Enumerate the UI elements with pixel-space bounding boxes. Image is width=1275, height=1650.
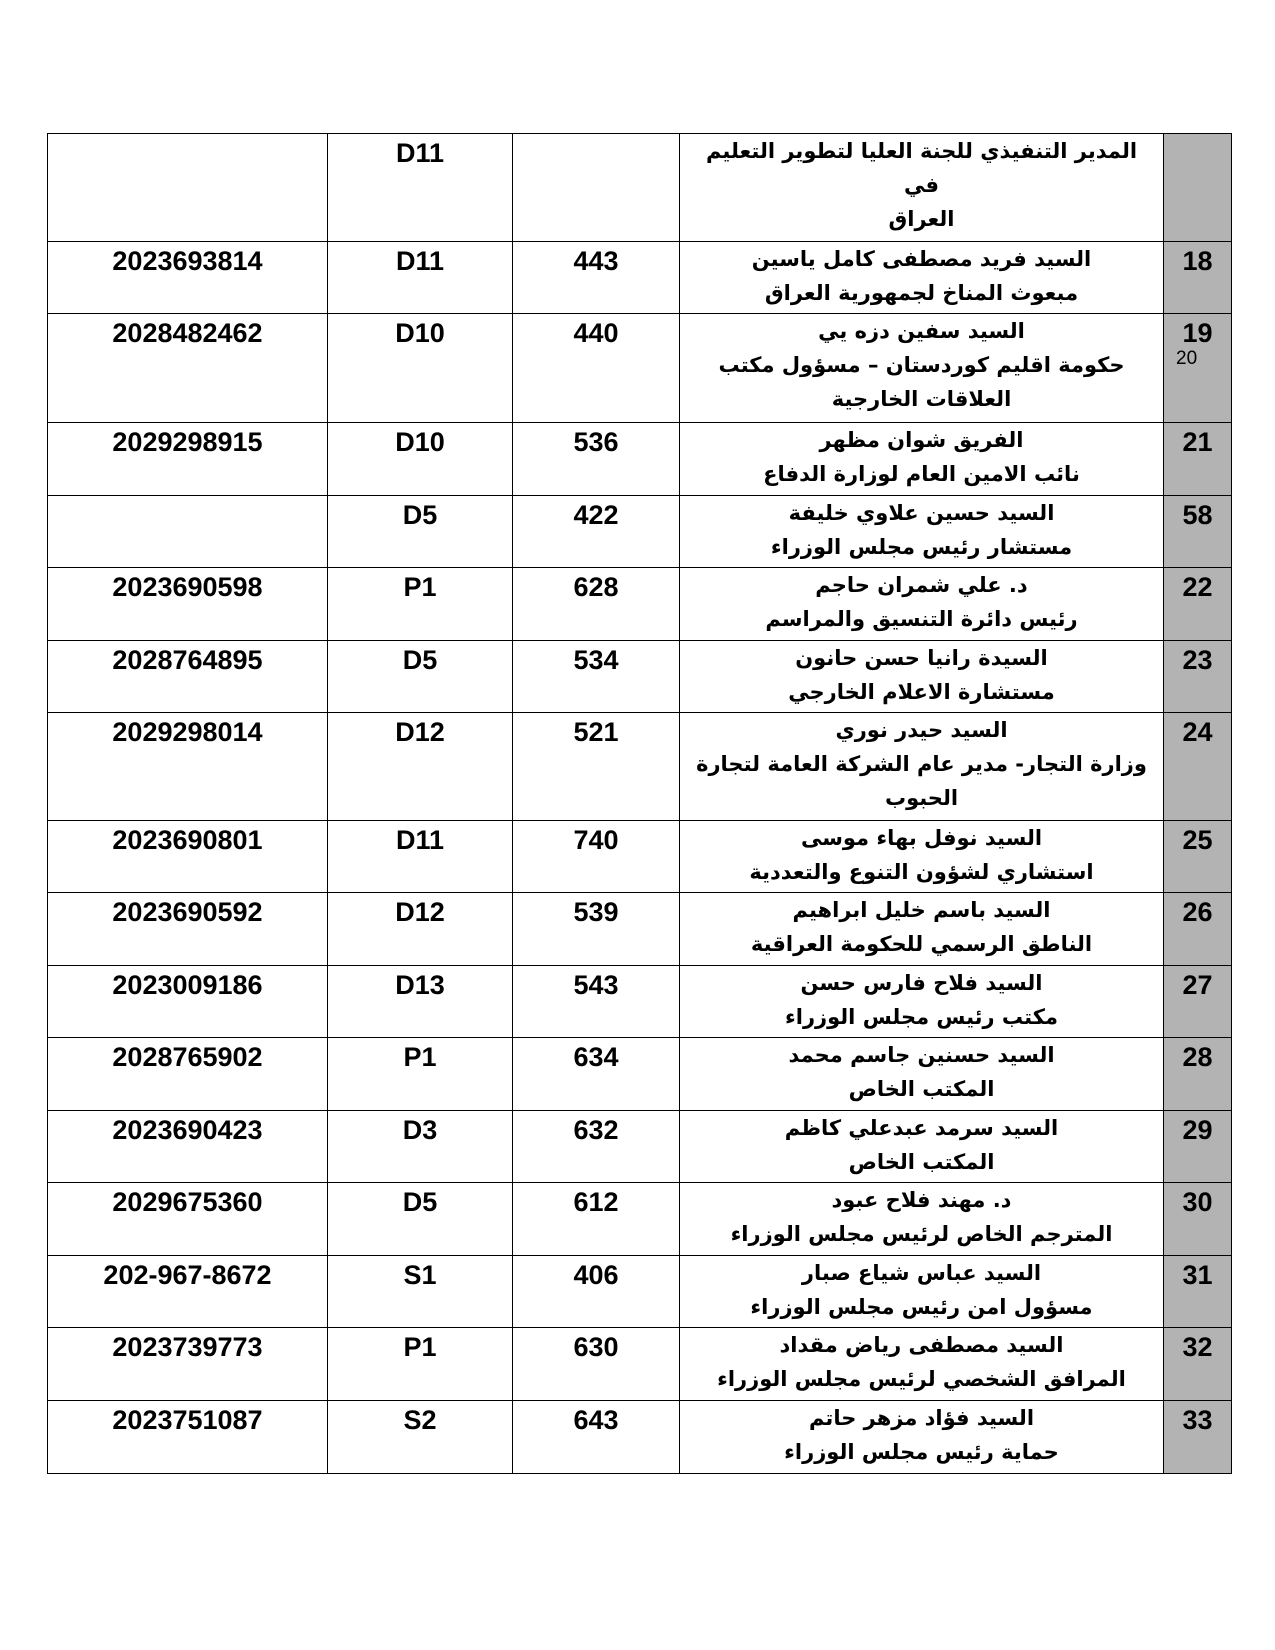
row-index: 18 xyxy=(1182,246,1213,276)
name-title-cell xyxy=(680,821,1164,893)
room-code: D11 xyxy=(395,138,445,168)
name-title-line: الحبوب xyxy=(884,786,959,810)
name-title-line: العلاقات الخارجية xyxy=(831,387,1012,411)
name-title-line: السيد فؤاد مزهر حاتم xyxy=(808,1406,1035,1430)
table-row xyxy=(48,134,1232,242)
phone-cell xyxy=(48,713,328,821)
number-cell xyxy=(513,641,680,713)
name-title-line: السيد سرمد عبدعلي كاظم xyxy=(784,1116,1059,1140)
extension-number: 740 xyxy=(573,825,619,855)
name-title-line: حماية رئيس مجلس الوزراء xyxy=(784,1440,1059,1464)
table-row xyxy=(48,821,1232,893)
extension-number: 630 xyxy=(573,1332,619,1362)
name-title-line: المترجم الخاص لرئيس مجلس الوزراء xyxy=(730,1222,1113,1246)
extension-number: 422 xyxy=(573,500,619,530)
number-cell xyxy=(513,1401,680,1474)
index-cell xyxy=(1164,423,1232,496)
room-cell xyxy=(328,423,513,496)
phone-number: 2023739773 xyxy=(112,1332,263,1362)
row-index: 58 xyxy=(1182,500,1213,530)
number-cell xyxy=(513,1111,680,1183)
phone-cell xyxy=(48,242,328,314)
name-title-cell xyxy=(680,423,1164,496)
extension-number: 440 xyxy=(573,318,619,348)
table-row xyxy=(48,1256,1232,1328)
index-cell xyxy=(1164,496,1232,568)
table-row xyxy=(48,1401,1232,1474)
name-title-cell xyxy=(680,641,1164,713)
number-cell xyxy=(513,893,680,966)
phone-cell xyxy=(48,496,328,568)
room-code: D13 xyxy=(395,970,445,1000)
index-cell xyxy=(1164,242,1232,314)
phone-number: 2023690592 xyxy=(112,897,263,927)
number-cell xyxy=(513,1038,680,1111)
table-row xyxy=(48,314,1232,423)
phone-number: 2023690598 xyxy=(112,572,263,602)
row-index: 19 xyxy=(1182,318,1213,348)
row-index: 21 xyxy=(1182,427,1213,457)
room-code: P1 xyxy=(403,1042,437,1072)
room-cell xyxy=(328,1401,513,1474)
index-cell xyxy=(1164,713,1232,821)
index-cell xyxy=(1164,134,1232,242)
table-row xyxy=(48,1183,1232,1256)
number-cell xyxy=(513,423,680,496)
index-cell xyxy=(1164,568,1232,641)
index-cell xyxy=(1164,1183,1232,1256)
extension-number: 634 xyxy=(573,1042,619,1072)
room-code: D10 xyxy=(395,427,445,457)
row-index: 25 xyxy=(1182,825,1213,855)
name-title-line: د. علي شمران حاجم xyxy=(815,573,1028,597)
room-code: D5 xyxy=(402,645,438,675)
extension-number: 406 xyxy=(573,1260,619,1290)
room-cell xyxy=(328,134,513,242)
phone-cell xyxy=(48,134,328,242)
name-title-line: السيد فريد مصطفى كامل ياسين xyxy=(751,247,1092,271)
room-cell xyxy=(328,713,513,821)
phone-cell xyxy=(48,314,328,423)
table-row xyxy=(48,893,1232,966)
number-cell xyxy=(513,496,680,568)
row-index: 31 xyxy=(1182,1260,1213,1290)
phone-cell xyxy=(48,1111,328,1183)
name-title-line: المكتب الخاص xyxy=(848,1077,995,1101)
extension-number: 539 xyxy=(573,897,619,927)
index-cell xyxy=(1164,966,1232,1038)
index-cell xyxy=(1164,641,1232,713)
table-row xyxy=(48,966,1232,1038)
phone-cell xyxy=(48,893,328,966)
number-cell xyxy=(513,242,680,314)
extension-number: 628 xyxy=(573,572,619,602)
name-title-line: مبعوث المناخ لجمهورية العراق xyxy=(764,281,1079,305)
name-title-cell xyxy=(680,1401,1164,1474)
name-title-cell xyxy=(680,1328,1164,1401)
name-title-line: حكومة اقليم كوردستان – مسؤول مكتب xyxy=(718,353,1125,377)
index-cell xyxy=(1164,1328,1232,1401)
phone-cell xyxy=(48,1401,328,1474)
name-title-line: السيد مصطفى رياض مقداد xyxy=(779,1333,1064,1357)
name-title-cell xyxy=(680,496,1164,568)
name-title-line: السيد نوفل بهاء موسى xyxy=(800,826,1043,850)
room-cell xyxy=(328,893,513,966)
room-code: D10 xyxy=(395,318,445,348)
row-index-sub: 20 xyxy=(1176,348,1198,369)
row-index: 27 xyxy=(1182,970,1213,1000)
room-code: D11 xyxy=(395,246,445,276)
room-code: D11 xyxy=(395,825,445,855)
name-title-line: مستشار رئيس مجلس الوزراء xyxy=(770,535,1073,559)
phone-number: 2023690801 xyxy=(112,825,263,855)
phone-number: 2023751087 xyxy=(112,1405,263,1435)
row-index: 24 xyxy=(1182,717,1213,747)
phone-number: 2023009186 xyxy=(112,970,263,1000)
extension-number: 543 xyxy=(573,970,619,1000)
phone-number: 2028764895 xyxy=(112,645,263,675)
index-cell xyxy=(1164,1038,1232,1111)
number-cell xyxy=(513,966,680,1038)
index-cell xyxy=(1164,314,1232,423)
roster-body xyxy=(48,134,1232,1474)
name-title-line: رئيس دائرة التنسيق والمراسم xyxy=(765,607,1078,631)
table-row xyxy=(48,1328,1232,1401)
name-title-cell xyxy=(680,242,1164,314)
table-row xyxy=(48,713,1232,821)
room-cell xyxy=(328,496,513,568)
room-cell xyxy=(328,1038,513,1111)
room-cell xyxy=(328,1183,513,1256)
row-index: 22 xyxy=(1182,572,1213,602)
phone-number: 2023693814 xyxy=(112,246,263,276)
number-cell xyxy=(513,134,680,242)
extension-number: 632 xyxy=(573,1115,619,1145)
name-title-cell xyxy=(680,134,1164,242)
roster-table xyxy=(47,133,1232,1474)
phone-number: 2028765902 xyxy=(112,1042,263,1072)
number-cell xyxy=(513,314,680,423)
row-index: 29 xyxy=(1182,1115,1213,1145)
phone-number: 2023690423 xyxy=(112,1115,263,1145)
name-title-line: المدير التنفيذي للجنة العليا لتطوير التعليم في xyxy=(705,139,1138,197)
phone-number: 2029298915 xyxy=(112,427,263,457)
name-title-line: العراق xyxy=(888,207,955,231)
name-title-line: نائب الامين العام لوزارة الدفاع xyxy=(763,462,1080,486)
name-title-line: مستشارة الاعلام الخارجي xyxy=(788,680,1055,704)
room-code: D12 xyxy=(395,717,445,747)
name-title-cell xyxy=(680,1183,1164,1256)
number-cell xyxy=(513,568,680,641)
extension-number: 612 xyxy=(573,1187,619,1217)
room-code: D5 xyxy=(402,500,438,530)
name-title-line: السيد حيدر نوري xyxy=(835,718,1008,742)
row-index: 33 xyxy=(1182,1405,1213,1435)
name-title-line: المرافق الشخصي لرئيس مجلس الوزراء xyxy=(717,1367,1126,1391)
room-cell xyxy=(328,314,513,423)
name-title-line: مكتب رئيس مجلس الوزراء xyxy=(785,1005,1058,1029)
name-title-line: السيد عباس شياع صبار xyxy=(801,1261,1042,1285)
name-title-line: استشاري لشؤون التنوع والتعددية xyxy=(749,860,1094,884)
number-cell xyxy=(513,713,680,821)
number-cell xyxy=(513,821,680,893)
name-title-line: السيدة رانيا حسن حانون xyxy=(795,646,1048,670)
name-title-cell xyxy=(680,713,1164,821)
phone-cell xyxy=(48,423,328,496)
room-code: S2 xyxy=(403,1405,437,1435)
room-cell xyxy=(328,568,513,641)
name-title-line: الناطق الرسمي للحكومة العراقية xyxy=(750,932,1093,956)
phone-number: 2028482462 xyxy=(112,318,263,348)
phone-cell xyxy=(48,568,328,641)
row-index xyxy=(1164,134,1231,138)
name-title-cell xyxy=(680,1038,1164,1111)
room-cell xyxy=(328,641,513,713)
name-title-cell xyxy=(680,893,1164,966)
room-code: P1 xyxy=(403,572,437,602)
extension-number xyxy=(513,134,679,138)
index-cell xyxy=(1164,893,1232,966)
extension-number: 534 xyxy=(573,645,619,675)
name-title-cell xyxy=(680,966,1164,1038)
row-index: 30 xyxy=(1182,1187,1213,1217)
number-cell xyxy=(513,1183,680,1256)
phone-cell xyxy=(48,821,328,893)
room-code: S1 xyxy=(403,1260,437,1290)
table-row xyxy=(48,496,1232,568)
phone-cell xyxy=(48,1183,328,1256)
phone-cell xyxy=(48,1038,328,1111)
phone-cell xyxy=(48,641,328,713)
name-title-cell xyxy=(680,314,1164,423)
room-cell xyxy=(328,821,513,893)
phone-number xyxy=(48,496,327,500)
index-cell xyxy=(1164,1256,1232,1328)
extension-number: 443 xyxy=(573,246,619,276)
name-title-line: د. مهند فلاح عبود xyxy=(831,1188,1012,1212)
phone-number: 202-967-8672 xyxy=(103,1260,272,1290)
name-title-cell xyxy=(680,568,1164,641)
table-row xyxy=(48,242,1232,314)
name-title-line: السيد باسم خليل ابراهيم xyxy=(792,898,1051,922)
extension-number: 521 xyxy=(573,717,619,747)
room-cell xyxy=(328,966,513,1038)
row-index: 32 xyxy=(1182,1332,1213,1362)
phone-cell xyxy=(48,1256,328,1328)
room-code: D3 xyxy=(402,1115,438,1145)
room-cell xyxy=(328,242,513,314)
index-cell xyxy=(1164,1111,1232,1183)
extension-number: 643 xyxy=(573,1405,619,1435)
room-code: D12 xyxy=(395,897,445,927)
name-title-line: وزارة التجار- مدير عام الشركة العامة لتجارة xyxy=(696,752,1147,776)
extension-number: 536 xyxy=(573,427,619,457)
name-title-line: المكتب الخاص xyxy=(848,1150,995,1174)
number-cell xyxy=(513,1328,680,1401)
table-row xyxy=(48,1038,1232,1111)
name-title-line: السيد سفين دزه يي xyxy=(818,319,1025,343)
number-cell xyxy=(513,1256,680,1328)
phone-number xyxy=(48,134,327,138)
row-index: 23 xyxy=(1182,645,1213,675)
row-index: 28 xyxy=(1182,1042,1213,1072)
index-cell xyxy=(1164,821,1232,893)
room-code: P1 xyxy=(403,1332,437,1362)
room-cell xyxy=(328,1328,513,1401)
table-row xyxy=(48,568,1232,641)
room-code: D5 xyxy=(402,1187,438,1217)
index-cell xyxy=(1164,1401,1232,1474)
name-title-line: السيد حسين علاوي خليفة xyxy=(788,501,1055,525)
name-title-cell xyxy=(680,1256,1164,1328)
name-title-line: مسؤول امن رئيس مجلس الوزراء xyxy=(750,1295,1093,1319)
phone-cell xyxy=(48,1328,328,1401)
name-title-line: الفريق شوان مظهر xyxy=(819,428,1024,452)
table-row xyxy=(48,1111,1232,1183)
phone-number: 2029298014 xyxy=(112,717,263,747)
name-title-line: السيد حسنين جاسم محمد xyxy=(788,1043,1055,1067)
table-row xyxy=(48,423,1232,496)
table-row xyxy=(48,641,1232,713)
phone-cell xyxy=(48,966,328,1038)
room-cell xyxy=(328,1111,513,1183)
phone-number: 2029675360 xyxy=(112,1187,263,1217)
row-index: 26 xyxy=(1182,897,1213,927)
room-cell xyxy=(328,1256,513,1328)
name-title-line: السيد فلاح فارس حسن xyxy=(800,971,1043,995)
name-title-cell xyxy=(680,1111,1164,1183)
